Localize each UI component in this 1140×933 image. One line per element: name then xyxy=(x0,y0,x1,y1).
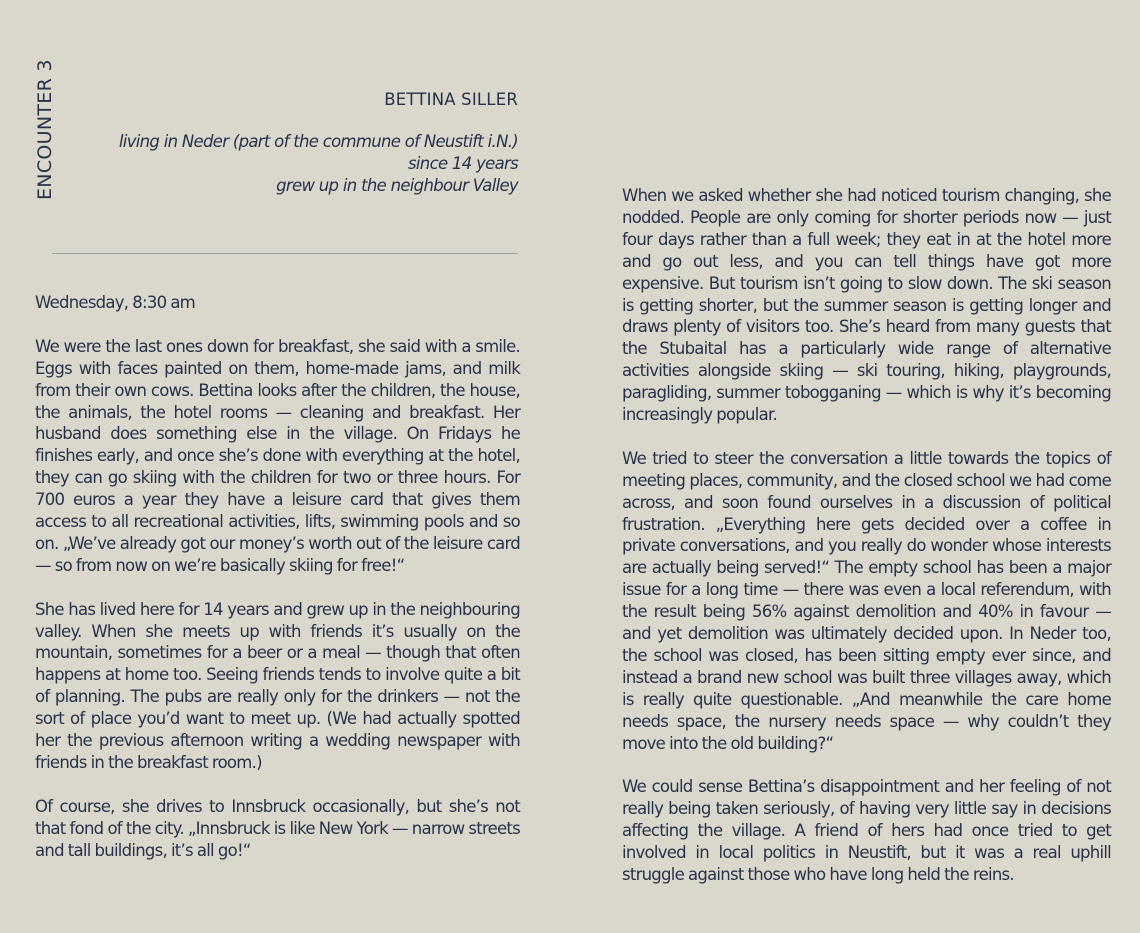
interviewee-header xyxy=(48,88,518,197)
paragraph-innsbruck: Of course, she drives to Innsbruck occasionally, but she’s not that fond of the city. „Innsbruck is like New York — narrow streets and tall buildings, it’s all go!“ xyxy=(35,796,520,860)
paragraph-friends: She has lived here for 14 years and grew up in the neighbouring valley. When she meets up with friends it’s usually on the mountain, sometimes for a beer or a meal — though that often happens at home too. Seeing friends tends to involve quite a bit of planning. The pubs are really only for the drinkers — not the sort of place you’d want to meet up. (We had actually spotted her the previous afternoon writing a wedding newspaper with friends in the breakfast room.) xyxy=(35,599,520,772)
header-divider xyxy=(52,253,518,254)
right-text-column xyxy=(622,185,1111,886)
detail-origin: grew up in the neighbour Valley xyxy=(276,176,518,195)
paragraph-politics: We tried to steer the conversation a little towards the topics of meeting places, community, and the closed school we had come across, and soon found ourselves in a discussion of political frustration. „Everything here gets decided over a coffee in private conversations, and you really do wonder whose interests are actually being served!“ The empty school has been a major issue for a long time — there was even a local referendum, with the result being 56% against demolition and 40% in favour — and yet demolition was ultimately decided upon. In Neder too, the school was closed, has been sitting empty ever since, and instead a brand new school was built three villages away, which is really quite questionable. „And meanwhile the care home needs space, the nursery needs space — why couldn’t they move into the old building?“ xyxy=(622,448,1111,753)
paragraph-breakfast: We were the last ones down for breakfast, she said with a smile. Eggs with faces painted on them, home-made jams, and milk from their own cows. Bettina looks after the children, the house, the animals, the hotel rooms — cleaning and breakfast. Her husband does something else in the village. On Fridays he finishes early, and once she’s done with everything at the hotel, they can go skiing with the children for two or three hours. For 700 euros a year they have a leisure card that gives them access to all recreational activities, lifts, swimming pools and so on. „We’ve already got our money’s worth out of the leisure card — so from now on we’re basically skiing for free!“ xyxy=(35,336,520,575)
interviewee-details xyxy=(48,131,518,197)
session-time: Wednesday, 8:30 am xyxy=(35,293,195,312)
interviewee-name: BETTINA SILLER xyxy=(384,90,518,109)
paragraph-tourism: When we asked whether she had noticed tourism changing, she nodded. People are only coming for shorter periods now — just four days rather than a full week; they eat in at the hotel more and go out less, and you can tell things have got more expensive. But tourism isn’t going to slow down. The ski season is getting shorter, but the summer season is getting longer and draws plenty of visitors too. She’s heard from many guests that the Stubaital has a particularly wide range of alternative activities alongside skiing — ski touring, hiking, playgrounds, paragliding, summer tobogganing — which is why it’s becoming increasingly popular. xyxy=(622,186,1111,425)
encounter-label: ENCOUNTER 3 xyxy=(34,59,56,200)
paragraph-disappointment: We could sense Bettina’s disappointment and her feeling of not really being taken seriously, of having very little say in decisions affecting the village. A friend of hers had once tried to get involved in local politics in Neustift, but it was a real uphill struggle against those who have long held the reins. xyxy=(622,777,1111,885)
detail-duration: since 14 years xyxy=(408,154,518,173)
left-text-column xyxy=(35,292,520,862)
detail-residence: living in Neder (part of the commune of Neustift i.N.) xyxy=(118,132,518,151)
